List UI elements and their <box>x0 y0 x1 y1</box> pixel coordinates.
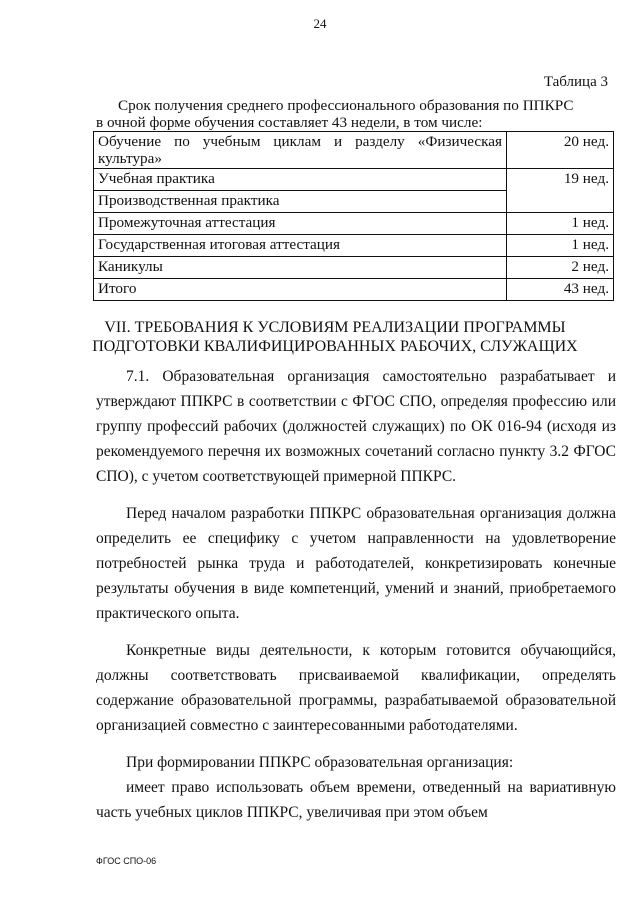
row-value: 2 нед. <box>507 257 614 279</box>
table-row <box>94 257 614 279</box>
footer-code: ФГОС СПО-06 <box>96 856 157 866</box>
caption-line-2: в очной форме обучения составляет 43 недели, в том числе: <box>96 114 483 131</box>
duration-table <box>93 131 614 301</box>
row-name: Государственная итоговая аттестация <box>94 235 507 257</box>
section-title-line-1: VII. ТРЕБОВАНИЯ К УСЛОВИЯМ РЕАЛИЗАЦИИ ПРОГРАММЫ <box>104 319 566 336</box>
row-value: 1 нед. <box>507 235 614 257</box>
table-row <box>94 213 614 235</box>
row-name: Промежуточная аттестация <box>94 213 507 235</box>
table-row <box>94 132 614 169</box>
table-row <box>94 279 614 301</box>
row-name: Обучение по учебным циклам и разделу «Физическая культура» <box>94 132 507 169</box>
table-row <box>94 169 614 191</box>
body-text <box>96 364 616 825</box>
row-value: 19 нед. <box>507 169 614 213</box>
table-row <box>94 235 614 257</box>
caption-line-1: Срок получения среднего профессионального образования по ППКРС <box>118 97 574 114</box>
section-title <box>40 318 630 356</box>
paragraph: Конкретные виды деятельности, к которым готовится обучающийся, должны соответствовать присваиваемой квалификации, определять содержание образовательной программы, разрабатываемой образовательной организацией совместно с заинтересованными работодателями. <box>96 642 616 734</box>
table-caption <box>96 97 616 131</box>
paragraph: 7.1. Образовательная организация самостоятельно разрабатывает и утверждают ППКРС в соответствии с ФГОС СПО, определяя профессию или группу профессий рабочих (должностей служащих) по ОК 016-94 (исходя из рекомендуемого перечня их возможных сочетаний согласно пункту 3.2 ФГОС СПО), с учетом соответствующей примерной ППКРС. <box>96 368 616 485</box>
row-value: 43 нед. <box>507 279 614 301</box>
row-name: Производственная практика <box>94 191 507 213</box>
row-name: Учебная практика <box>94 169 507 191</box>
row-value: 1 нед. <box>507 213 614 235</box>
row-name: Итого <box>94 279 507 301</box>
section-title-line-2: ПОДГОТОВКИ КВАЛИФИЦИРОВАННЫХ РАБОЧИХ, СЛУЖАЩИХ <box>92 338 578 355</box>
paragraph: При формировании ППКРС образовательная организация: <box>126 754 514 771</box>
paragraph: имеет право использовать объем времени, отведенный на вариативную часть учебных циклов ППКРС, увеличивая при этом объем <box>96 779 616 821</box>
row-value: 20 нед. <box>507 132 614 169</box>
row-name: Каникулы <box>94 257 507 279</box>
paragraph: Перед началом разработки ППКРС образовательная организация должна определить ее специфику с учетом направленности на удовлетворение потребностей рынка труда и работодателей, конкретизировать конечные результаты обучения в виде компетенций, умений и знаний, приобретаемого практического опыта. <box>96 505 616 622</box>
page-number: 24 <box>313 16 327 31</box>
table-label: Таблица 3 <box>543 74 608 90</box>
